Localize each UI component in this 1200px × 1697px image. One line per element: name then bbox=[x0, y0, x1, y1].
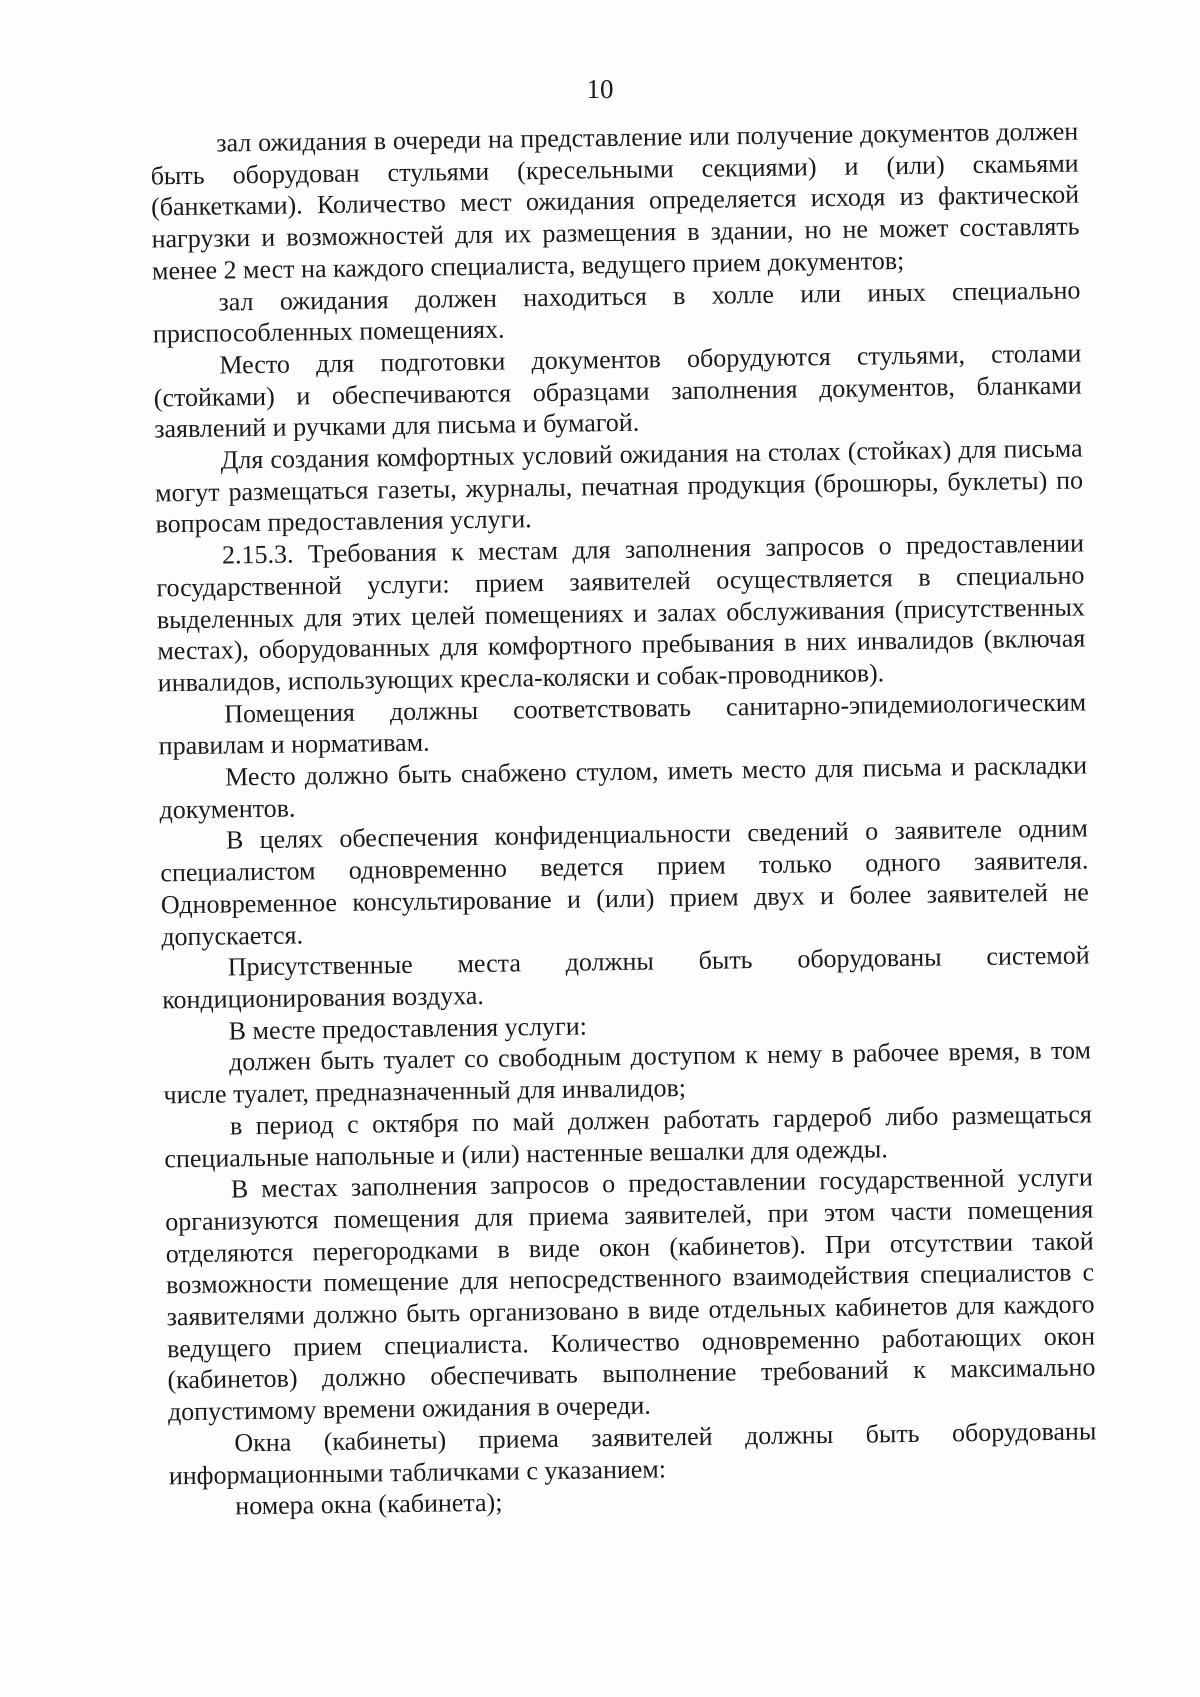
page-number: 10 bbox=[586, 74, 614, 104]
paragraph: Для создания комфортных условий ожидания на столах (стойках) для письма могут размещаться газеты, журналы, печатная продукция (брошюры, буклеты) по вопросам предоставления услуги. bbox=[154, 433, 1084, 539]
paragraph: Помещения должны соответствовать санитарно-эпидемиологическим правилам и нормативам. bbox=[158, 687, 1087, 761]
paragraph: В целях обеспечения конфиденциальности сведений о заявителе одним специалистом одновременно ведется прием только одного заявителя. Одновременное консультирование и (или) прием двух и более заявителей не допускается. bbox=[160, 813, 1089, 951]
paragraph: зал ожидания в очереди на представление или получение документов должен быть оборудован стульями (кресельными секциями) и (или) скамьями (банкетками). Количество мест ожидания определяется исходя из фактической нагрузки и возможностей для их размещения в здании, но не может составлять менее 2 мест на каждого специалиста, ведущего прием документов; bbox=[150, 116, 1080, 286]
paragraph: зал ожидания должен находиться в холле или иных специально приспособленных помещениях. bbox=[152, 275, 1081, 349]
paragraph: Присутственные места должны быть оборудованы системой кондиционирования воздуха. bbox=[162, 940, 1090, 1015]
document-body bbox=[150, 116, 1097, 1524]
paragraph: в период с октября по май должен работать гардероб либо размещаться специальные напольные и (или) настенные вешалки для одежды. bbox=[164, 1099, 1093, 1173]
paragraph: номера окна (кабинета); bbox=[235, 1487, 503, 1521]
paragraph: Место для подготовки документов оборудуются стульями, столами (стойками) и обеспечиваются образцами заполнения документов, бланками заявлений и ручками для письма и бумагой. bbox=[153, 338, 1082, 444]
paragraph: В местах заполнения запросов о предоставлении государственной услуги организуются помещения для приема заявителей, при этом части помещения отделяются перегородками в виде окон (кабинетов). При отсутствии такой возможности помещение для непосредственного взаимодействия специалистов с заявителями должно быть организовано в виде отдельных кабинетов для каждого ведущего прием специалиста. Количество одновременно работающих окон (кабинетов) должно обеспечивать выполнение требований к максимально допустимому времени ожидания в очереди. bbox=[165, 1162, 1096, 1427]
paragraph: Окна (кабинеты) приема заявителей должны быть оборудованы информационными табличками с указанием: bbox=[168, 1416, 1097, 1490]
paragraph: 2.15.3. Требования к местам для заполнения запросов о предоставлении государственной услуги: прием заявителей осуществляется в специально выделенных для этих целей помещениях и залах обслуживания (присутственных местах), оборудованных для комфортного пребывания в них инвалидов (включая инвалидов, использующих кресла-коляски и собак-проводников). bbox=[156, 528, 1086, 698]
paragraph: Место должно быть снабжено стулом, иметь место для письма и раскладки документов. bbox=[159, 750, 1088, 825]
paragraph: должен быть туалет со свободным доступом к нему в рабочее время, в том числе туалет, предназначенный для инвалидов; bbox=[163, 1035, 1092, 1110]
paragraph: В месте предоставления услуги: bbox=[228, 1011, 588, 1046]
